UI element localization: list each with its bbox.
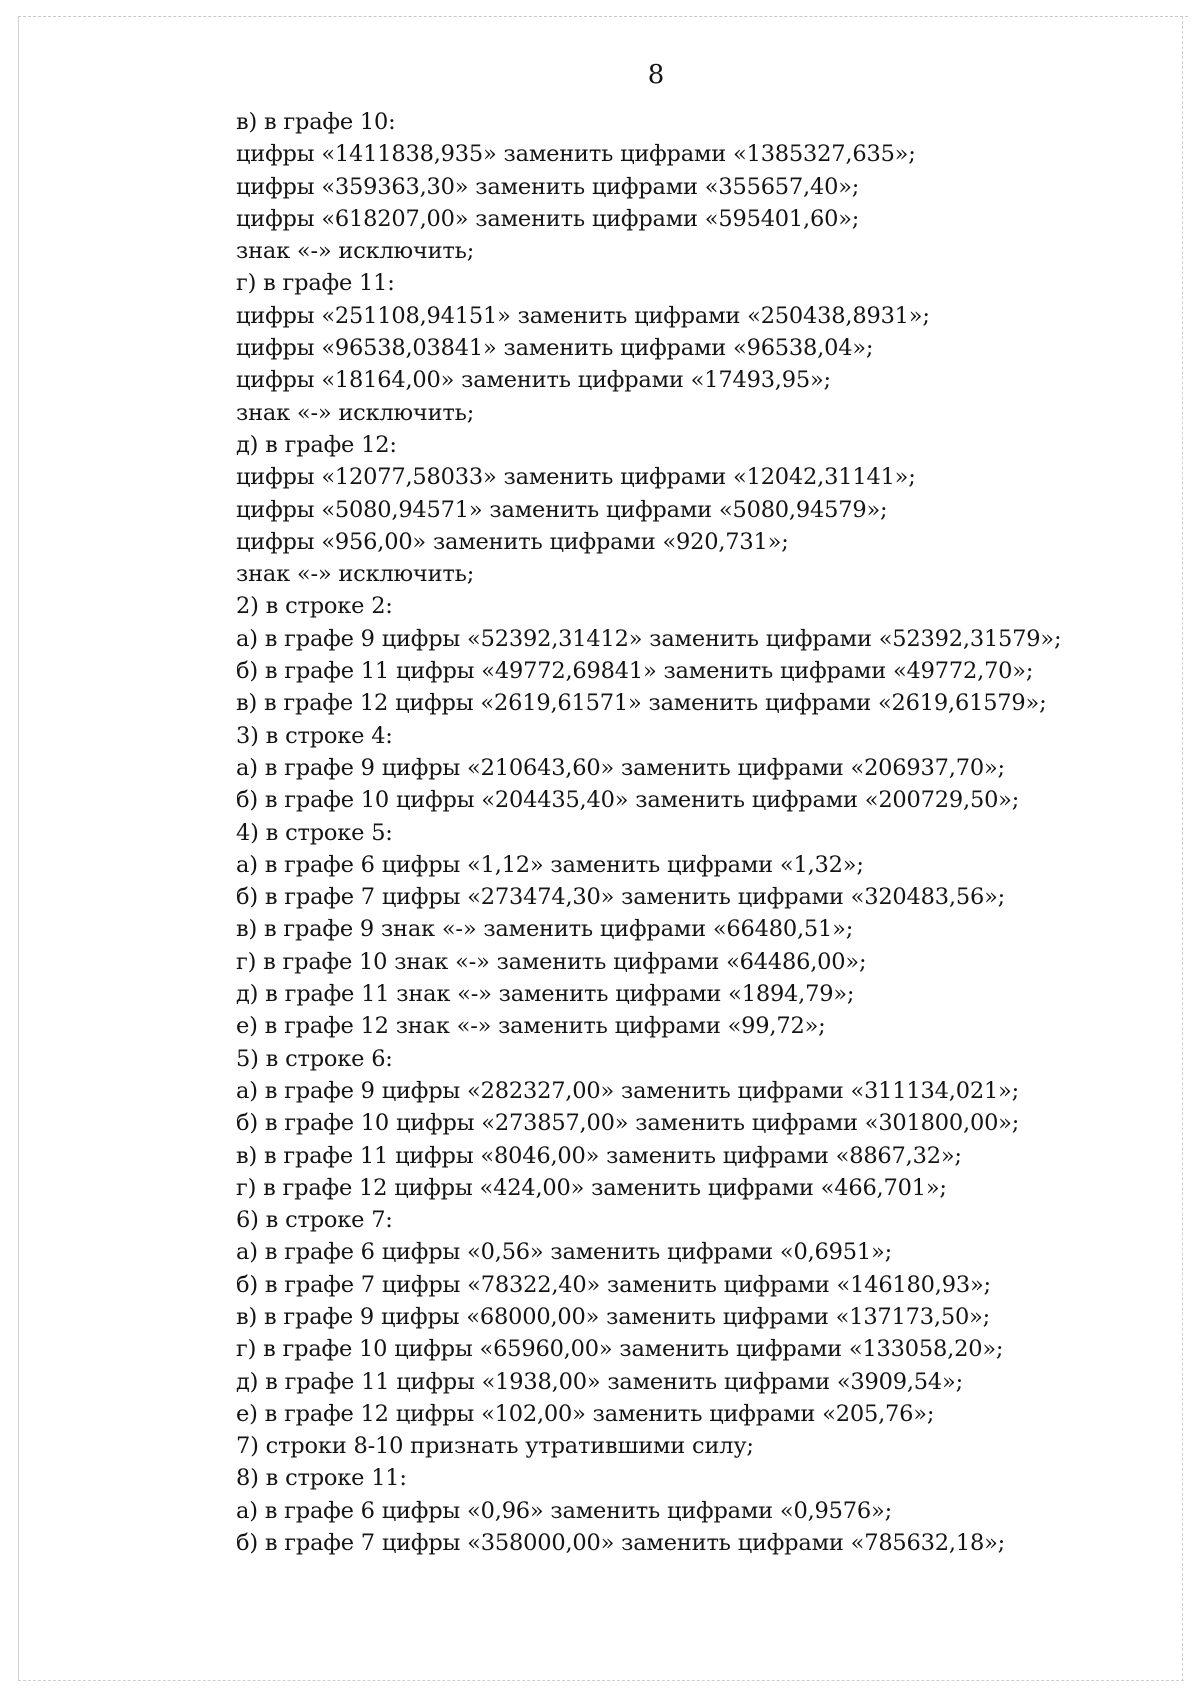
text-line: б) в графе 11 цифры «49772,69841» заменить цифрами «49772,70»; — [236, 658, 1034, 685]
text-line: д) в графе 11 цифры «1938,00» заменить цифрами «3909,54»; — [236, 1368, 963, 1395]
text-line: в) в графе 11 цифры «8046,00» заменить цифрами «8867,32»; — [236, 1142, 962, 1169]
text-line: 4) в строке 5: — [236, 819, 393, 846]
text-line: г) в графе 10 цифры «65960,00» заменить цифрами «133058,20»; — [236, 1336, 1004, 1363]
text-line: б) в графе 7 цифры «273474,30» заменить цифрами «320483,56»; — [236, 884, 1006, 911]
text-line: цифры «251108,94151» заменить цифрами «250438,8931»; — [236, 302, 930, 329]
text-line: г) в графе 12 цифры «424,00» заменить цифрами «466,701»; — [236, 1174, 947, 1201]
text-line: а) в графе 6 цифры «1,12» заменить цифрами «1,32»; — [236, 851, 864, 878]
text-line: а) в графе 9 цифры «52392,31412» заменить цифрами «52392,31579»; — [236, 625, 1062, 652]
text-line: а) в графе 6 цифры «0,56» заменить цифрами «0,6951»; — [236, 1239, 892, 1266]
text-line: знак «-» исключить; — [236, 399, 475, 426]
text-line: цифры «618207,00» заменить цифрами «595401,60»; — [236, 205, 860, 232]
text-line: в) в графе 10: — [236, 109, 396, 135]
text-line: 7) строки 8-10 признать утратившими силу; — [236, 1433, 754, 1460]
page-number: 8 — [647, 60, 665, 90]
text-line: г) в графе 11: — [236, 270, 395, 297]
text-line: знак «-» исключить; — [236, 561, 475, 588]
text-line: б) в графе 7 цифры «78322,40» заменить цифрами «146180,93»; — [236, 1271, 991, 1298]
scan-edge-left — [18, 16, 19, 1681]
text-line: г) в графе 10 знак «-» заменить цифрами «64486,00»; — [236, 948, 867, 975]
text-line: б) в графе 10 цифры «273857,00» заменить цифрами «301800,00»; — [236, 1110, 1020, 1137]
text-line: знак «-» исключить; — [236, 238, 475, 265]
text-line: е) в графе 12 знак «-» заменить цифрами «99,72»; — [236, 1013, 826, 1040]
scan-edge-top — [18, 16, 1188, 17]
text-line: д) в графе 12: — [236, 431, 397, 458]
text-line: цифры «359363,30» заменить цифрами «355657,40»; — [236, 173, 860, 200]
text-line: е) в графе 12 цифры «102,00» заменить цифрами «205,76»; — [236, 1400, 935, 1427]
text-line: в) в графе 12 цифры «2619,61571» заменить цифрами «2619,61579»; — [236, 690, 1047, 717]
text-line: а) в графе 9 цифры «210643,60» заменить цифрами «206937,70»; — [236, 754, 1005, 781]
text-line: цифры «12077,58033» заменить цифрами «12042,31141»; — [236, 464, 916, 491]
text-line: а) в графе 9 цифры «282327,00» заменить цифрами «311134,021»; — [236, 1077, 1020, 1104]
text-line: б) в графе 10 цифры «204435,40» заменить цифрами «200729,50»; — [236, 787, 1020, 814]
text-line: 6) в строке 7: — [236, 1207, 393, 1234]
text-line: цифры «956,00» заменить цифрами «920,731»; — [236, 528, 789, 555]
scan-edge-bottom — [18, 1680, 1184, 1681]
text-line: 5) в строке 6: — [236, 1045, 393, 1072]
text-line: в) в графе 9 знак «-» заменить цифрами «66480,51»; — [236, 916, 854, 943]
text-line: б) в графе 7 цифры «358000,00» заменить цифрами «785632,18»; — [236, 1530, 1006, 1557]
text-line: 3) в строке 4: — [236, 722, 393, 749]
text-line: в) в графе 9 цифры «68000,00» заменить цифрами «137173,50»; — [236, 1303, 991, 1330]
text-line: цифры «18164,00» заменить цифрами «17493,95»; — [236, 367, 831, 394]
scan-edge-right — [1182, 16, 1183, 1681]
text-line: цифры «1411838,935» заменить цифрами «1385327,635»; — [236, 141, 916, 168]
amendment-text — [236, 106, 1136, 1559]
text-line: 8) в строке 11: — [236, 1465, 407, 1492]
text-line: д) в графе 11 знак «-» заменить цифрами «1894,79»; — [236, 981, 855, 1008]
text-line: цифры «96538,03841» заменить цифрами «96538,04»; — [236, 335, 874, 362]
text-line: а) в графе 6 цифры «0,96» заменить цифрами «0,9576»; — [236, 1497, 892, 1524]
text-line: цифры «5080,94571» заменить цифрами «5080,94579»; — [236, 496, 888, 523]
text-line: 2) в строке 2: — [236, 593, 393, 620]
